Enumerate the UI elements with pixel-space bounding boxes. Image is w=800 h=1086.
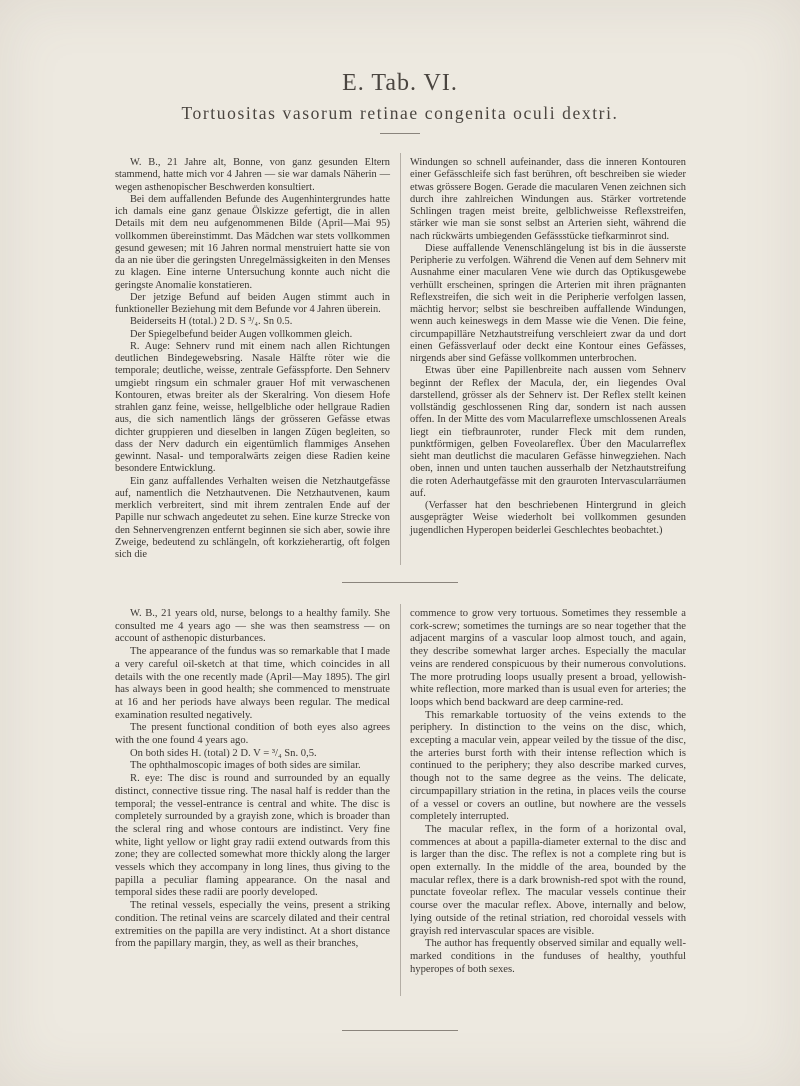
page-title: E. Tab. VI.: [342, 70, 458, 96]
paragraph: R. Auge: Sehnerv rund mit einem nach allen Richtungen deutlichen Bindegewebsring. Nasale Hälfte röter wie die temporale; deutliche, weisse, zentrale Gefässpforte. Den Sehnerv umgiebt ringsum ein schmaler grauer Hof mit verwaschenen Kontouren, etwas breiter als der Skeralring. Von diesem Hofe strahlen ganz feine, weisse, hellgelbliche oder hellgraue Radien aus, die sich namentlich längs der grösseren Gefässe etwas dichter gruppieren und dieselben in langen Zügen begleiten, so dass der Nerv dadurch ein eigentümlich flammiges Ansehen gewinnt. Nasal- und temporalwärts zeigen diese Radien keine besondere Entwicklung.: [115, 340, 390, 475]
paragraph: Ein ganz auffallendes Verhalten weisen die Netzhautgefässe auf, namentlich die Netzhautvenen. Die Netzhautvenen, kaum merklich verbreitert, sind mit ihrem zentralen Ende auf der Papille nur schwach angedeutet zu sehen. Eine kurze Strecke von den Sehnervengrenzen entfernt beginnen sie sich aber, sowie ihre Zweige, bedeutend zu schlängeln, oft korkzieherartig, oft folgen sich die: [115, 475, 390, 560]
page-subtitle: Tortuositas vasorum retinae congenita oculi dextri.: [181, 103, 619, 123]
paragraph: The appearance of the fundus was so remarkable that I made a very careful oil-sketch at that time, which coincides in all details with the one recently made (April—May 1895). The girl has always been in good health; she commenced to menstruate at 16 and her periods have always been regular. The medical examination resulted negatively.: [115, 646, 390, 721]
paragraph: Bei dem auffallenden Befunde des Augenhintergrundes hatte ich damals eine ganz genaue Ölskizze gefertigt, die in allen Details mit dem neu aufgenommenen Bilde (April—Mai 95) vollkommen übereinstimmt. Das Mädchen war stets vollkommen gesund gewesen; mit 16 Jahren normal menstruiert hatte sie von da an nie über die geringsten Unregelmässigkeiten in den Menses zu klagen. Eine interne Untersuchung konnte auch nicht die geringste Anomalie konstatieren.: [115, 193, 390, 291]
paragraph: W. B., 21 Jahre alt, Bonne, von ganz gesunden Eltern stammend, hatte mich vor 4 Jahren — sie war damals Näherin — wegen asthenopischer Beschwerden konsultiert.: [115, 157, 390, 193]
paragraph: Beiderseits H (total.) 2 D. S ³/₄. Sn 0.5.: [130, 316, 293, 328]
paragraph: The retinal vessels, especially the veins, present a striking condition. The retinal veins are scarcely dilated and their central extremities on the papilla are very indistinct. At a short distance from the papillary margin, they, as well as their branches,: [115, 900, 390, 950]
german-left-column: [115, 157, 390, 561]
english-right-column: [410, 608, 686, 976]
paragraph: The author has frequently observed similar and equally well-marked conditions in the funduses of healthy, youthful hyperopes of both sexes.: [410, 938, 686, 975]
paragraph: Diese auffallende Venenschlängelung ist bis in die äusserste Peripherie zu verfolgen. Während die Venen auf dem Sehnerv mit Ausnahme einer macularen Vene wie durch das Optikusgewebe verhüllt erscheinen, springen die Arterien mit ihren prägnanten Reflexstreifen, die sich weit in die Peripherie verfolgen lassen, mächtig hervor; selbst sie beschreiben auffallende Windungen, wenn auch keineswegs in dem Masse wie die Venen. Die feine, circumpapilläre Netzhautstreifung verschleiert zwar da und dort einen Gefässverlauf oder deckt eine Kontour eines Gefässes, nirgends aber sind Gefässe vollkommen unterbrochen.: [410, 242, 686, 364]
paragraph: W. B., 21 years old, nurse, belongs to a healthy family. She consulted me 4 years ago — she was then seamstress — on account of asthenopic disturbances.: [115, 608, 390, 645]
paragraph: The present functional condition of both eyes also agrees with the one found 4 years ago.: [115, 722, 390, 747]
german-column-divider: [400, 153, 401, 565]
paragraph: Der jetzige Befund auf beiden Augen stimmt auch in funktioneller Beziehung mit dem Befunde vor 4 Jahren überein.: [115, 291, 390, 315]
paragraph: Windungen so schnell aufeinander, dass die inneren Kontouren einer Gefässchleife sich fast berühren, oft beschreiben sie wieder etwas grössere Bogen. Gerade die macularen Venen zeichnen sich durch ihre zahlreichen Windungen aus. Stärker vortretende Schlingen tragen meist breite, gelblichweisse Reflexstreifen, stärker wie man sie sonst selbst an Arterien sieht, während die nach rückwärts umbiegenden Gefässstücke tiefkarminrot sind.: [410, 157, 686, 242]
paragraph: commence to grow very tortuous. Sometimes they ressemble a cork-screw; sometimes the turnings are so near together that the adjacent margins of a vascular loop almost touch, and again, they describe somewhat larger arches. Especially the macular veins are rendered conspicuous by their numerous convolutions. The more protruding loops usually present a broad, yellowish-white reflection, more marked than is usual even for arteries; the loops which bend backward are deep carmine-red.: [410, 608, 686, 708]
paragraph: R. eye: The disc is round and surrounded by an equally distinct, connective tissue ring. The nasal half is redder than the temporal; the vessel-entrance is central and white. The disc is completely surrounded by a grayish zone, which is broader than the scleral ring and whose contours are indistinct. Very fine white, light yellow or light gray radii extend outwards from this zone; they are collected somewhat more thickly along the larger vessels which they accompany in long lines, thus giving to the papilla a peculiar flaming appearance. On the nasal and temporal sides these radii are poorly developed.: [115, 773, 390, 899]
paragraph: The ophthalmoscopic images of both sides are similar.: [130, 760, 361, 772]
paragraph: Der Spiegelbefund beider Augen vollkommen gleich.: [130, 328, 353, 340]
footer-rule: [342, 1030, 458, 1031]
paragraph: Etwas über eine Papillenbreite nach aussen vom Sehnerv beginnt der Reflex der Macula, der, ein liegendes Oval darstellend, grösser als der Sehnerv ist. Der Reflex stellt keinen vollständig geschlossenen Ring dar, sondern ist nach aussen offen. In der Mitte des vom Macularreflexe umschlossenen Areals liegt ein tiefbraunroter, runder Fleck mit dem runden, punktförmigen, gelben Foveolareflex. Über den Macularreflex sieht man deutlichst die macularen Gefässe hinwegziehen. Nach oben, innen und unten tauchen ausserhalb der Netzhautstreifung die roten Aderhautgefässe mit den grauroten Intervascularräumen auf.: [410, 365, 686, 499]
english-left-column: [115, 608, 390, 951]
german-right-column: [410, 157, 686, 537]
paragraph: (Verfasser hat den beschriebenen Hintergrund in gleich ausgeprägter Weise wiederholt bei vollkommen gesunden jugendlichen Hyperopen beiderlei Geschlechtes beobachtet.): [410, 500, 686, 536]
title-rule: [380, 133, 420, 134]
section-rule: [342, 582, 458, 583]
paragraph: On both sides H. (total) 2 D. V = ³/₄ Sn. 0,5.: [130, 747, 317, 759]
english-column-divider: [400, 604, 401, 996]
paragraph: This remarkable tortuosity of the veins extends to the periphery. In distinction to the veins on the disc, which, excepting a macular vein, appear veiled by the tissue of the disc, the arteries burst forth with their intense reflection which is continued to the periphery; they also describe marked curves, though not to the same degree as the veins. The delicate, circumpapillary striation in the retina, in places veils the course of a vessel or covers an outline, but nowhere are the vessels completely interrupted.: [410, 709, 686, 823]
paragraph: The macular reflex, in the form of a horizontal oval, commences at about a papilla-diameter external to the disc and is larger than the disc. The reflex is not a complete ring but is open externally. In the middle of the area, bounded by the macular reflex, there is a dark brownish-red spot with the round, punctate foveolar reflex. The macular vessels continue their course over the macular reflex. Above, internally and below, lying outside of the retinal striation, red choroidal vessels with grayish red intervascular spaces are visible.: [410, 823, 686, 937]
